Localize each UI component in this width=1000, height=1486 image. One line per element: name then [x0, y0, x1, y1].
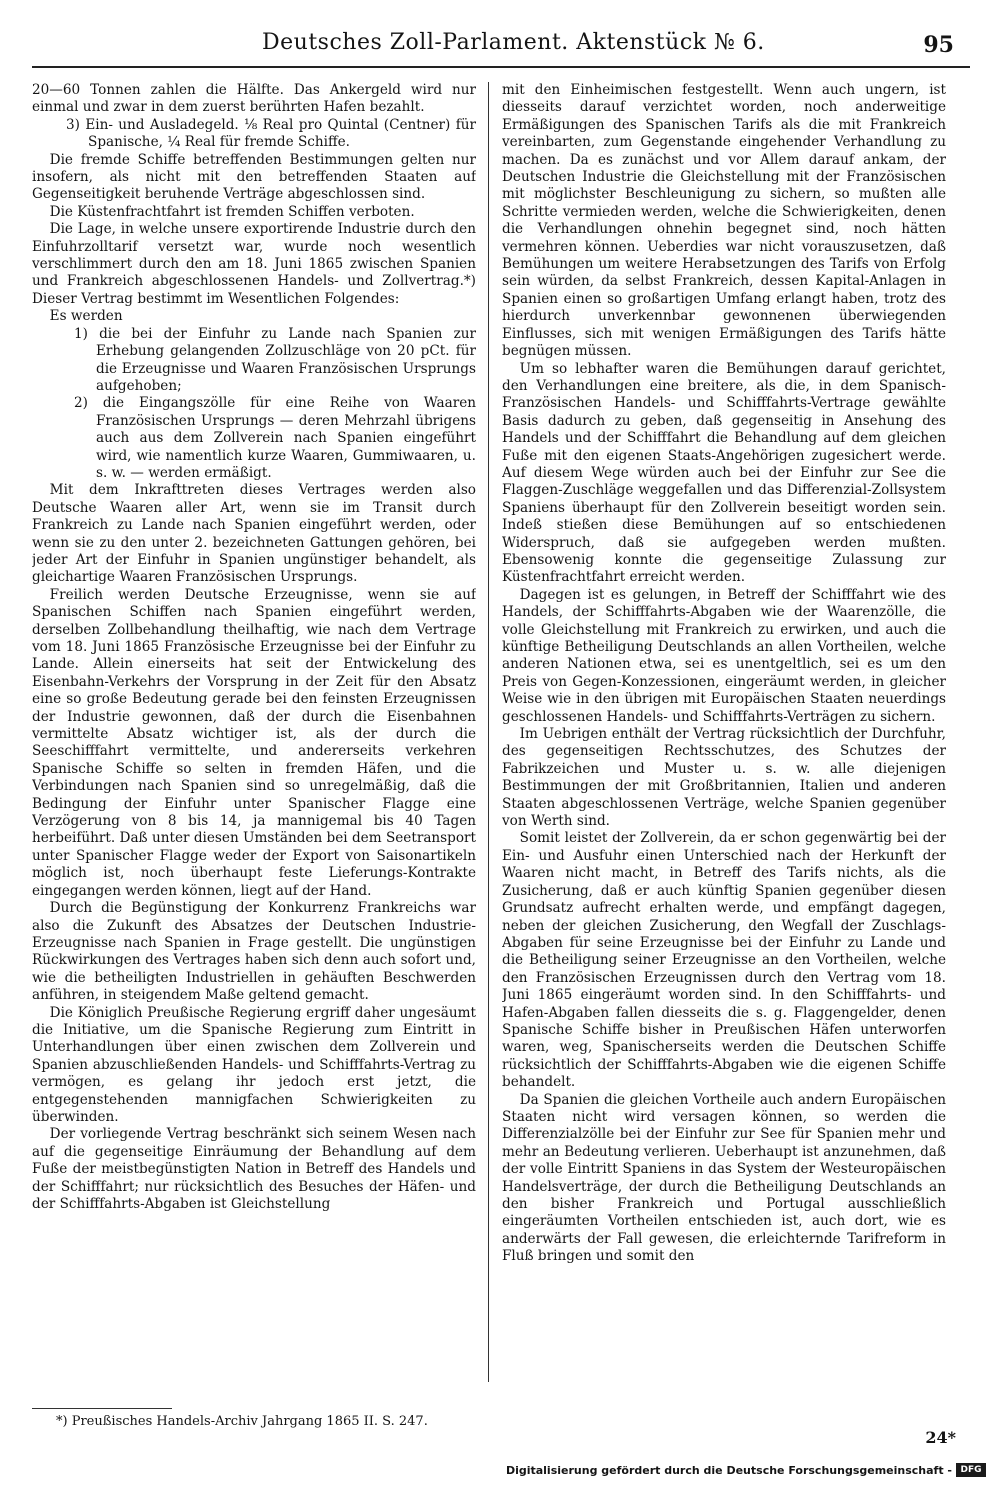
paragraph: Im Uebrigen enthält der Vertrag rücksichtlich der Durchfuhr, des gegenseitigen Rechtsschutzes, des Schutzes der Fabrikzeichen und Muster u. s. w. alle diejenigen Bestimmungen der mit Großbritannien, Italien und anderen Staaten abgeschlossenen Verträge, welche Spanien gegenüber von Werth sind. — [502, 726, 946, 830]
signature-mark: 24* — [925, 1428, 956, 1447]
paragraph: Freilich werden Deutsche Erzeugnisse, wenn sie auf Spanischen Schiffen nach Spanien eingeführt werden, derselben Zollbehandlung theilhaftig, wie nach dem Vertrage vom 18. Juni 1865 Französische Erzeugnisse bei der Einfuhr zu Lande. Allein einerseits hat seit der Entwickelung des Eisenbahn-Verkehrs der Vorsprung in der Zeit für den Absatz eine so große Bedeutung gerade bei den feinsten Erzeugnissen der Industrie gewonnen, daß der durch die Eisenbahnen vermittelte Absatz wichtiger ist, als der durch die Seeschifffahrt vermittelte, und andererseits verkehren Spanische Schiffe so selten in fremden Häfen, und die Verbindungen nach Spanien sind so unregelmäßig, daß die Bedingung der Einfuhr unter Spanischer Flagge eine Verzögerung von 8 bis 14, ja mannigemal bis 40 Tagen herbeiführt. Daß unter diesen Umständen bei dem Seetransport unter Spanischer Flagge weder der Export von Saisonartikeln möglich ist, noch überhaupt feste Lieferungs-Kontrakte eingegangen werden können, liegt auf der Hand. — [32, 586, 476, 899]
digitization-credit: Digitalisierung gefördert durch die Deutsche Forschungsgemeinschaft - — [505, 1464, 952, 1477]
column-divider — [488, 82, 489, 1382]
header-rule — [32, 66, 970, 68]
paragraph: Es werden — [49, 308, 123, 325]
footnote: *) Preußisches Handels-Archiv Jahrgang 1865 II. S. 247. — [56, 1414, 428, 1429]
list-item: 3) Ein- und Ausladegeld. ⅛ Real pro Quintal (Centner) für Spanische, ¼ Real für fremde Schiffe. — [66, 116, 476, 151]
paragraph: 20—60 Tonnen zahlen die Hälfte. Das Ankergeld wird nur einmal und zwar in dem zuerst berührten Hafen bezahlt. — [32, 82, 476, 116]
right-column — [502, 82, 946, 1412]
footnote-rule — [32, 1408, 172, 1409]
dfg-logo: DFG — [956, 1463, 986, 1477]
list-item: 1) die bei der Einfuhr zu Lande nach Spanien zur Erhebung gelangenden Zollzuschläge von 20 pCt. für die Erzeugnisse und Waaren Französischen Ursprungs aufgehoben; — [74, 325, 476, 394]
paragraph: Die Küstenfrachtfahrt ist fremden Schiffen verboten. — [49, 203, 415, 220]
paragraph: Um so lebhafter waren die Bemühungen darauf gerichtet, den Verhandlungen eine breitere, als die, in dem Spanisch-Französischen Handels- und Schifffahrts-Vertrage gewählte Basis dadurch zu geben, daß gegenseitig in Ansehung des Handels und der Schifffahrt die Behandlung auf dem gleichen Fuße mit den eigenen Staats-Angehörigen zugesichert werde. Auf diesem Wege würden auch bei der Einfuhr zur See die Flaggen-Zuschläge weggefallen und das Differenzial-Zollsystem Spaniens überhaupt für den Zollverein beseitigt worden sein. Indeß stießen diese Bemühungen auf so entschiedenen Widerspruch, daß sie aufgegeben werden mußten. Ebensowenig konnte die gegenseitige Zulassung zur Küstenfrachtfahrt erreicht werden. — [502, 360, 946, 586]
paragraph: Mit dem Inkrafttreten dieses Vertrages werden also Deutsche Waaren aller Art, wenn sie im Transit durch Frankreich zu Lande nach Spanien eingeführt werden, oder wenn sie zu den unter 2. bezeichneten Gattungen gehören, bei jeder Art der Einfuhr in Spanien ungünstiger behandelt, als gleichartige Waaren Französischen Ursprungs. — [32, 482, 476, 586]
paragraph: Durch die Begünstigung der Konkurrenz Frankreichs war also die Zukunft des Absatzes der Deutschen Industrie-Erzeugnisse nach Spanien in Frage gestellt. Die ungünstigen Rückwirkungen des Vertrages haben sich denn auch sofort und, wie die betheiligten Industriellen in gehäuften Beschwerden anführen, in steigendem Maße geltend gemacht. — [32, 900, 476, 1004]
paragraph: mit den Einheimischen festgestellt. Wenn auch ungern, ist diesseits darauf verzichtet worden, noch anderweitige Ermäßigungen des Spanischen Tarifs als die mit Frankreich vereinbarten, zum Gegenstande eingehender Verhandlung zu machen. Da es zunächst und vor Allem darauf ankam, der Deutschen Industrie die Gleichstellung mit der Französischen mit möglichster Beschleunigung zu sichern, so mußten alle Schritte vermieden werden, welche die Schwierigkeiten, denen die Verhandlungen ohnehin begegnet sind, noch hätten vermehren können. Ueberdies war nicht vorauszusetzen, daß Bemühungen um weitere Herabsetzungen des Tarifs von Erfolg sein würden, da selbst Frankreich, dessen Kapital-Anlagen in Spanien einen so großartigen Umfang erlangt haben, trotz des hierdurch unverkennbar gewonnenen überwiegenden Einflusses, sich mit wenigen Ermäßigungen des Tarifs hätte begnügen müssen. — [502, 82, 946, 360]
running-head — [0, 24, 1000, 64]
paragraph: Die Königlich Preußische Regierung ergriff daher ungesäumt die Initiative, um die Spanische Regierung zum Eintritt in Unterhandlungen über einen zwischen dem Zollverein und Spanien abzuschließenden Handels- und Schifffahrts-Vertrag zu vermögen, es gelang ihr jedoch erst jetzt, die entgegenstehenden mannigfachen Schwierigkeiten zu überwinden. — [32, 1004, 476, 1125]
paragraph: Der vorliegende Vertrag beschränkt sich seinem Wesen nach auf die gegenseitige Einräumung der Behandlung auf dem Fuße der meistbegünstigten Nation in Betreff des Handels und der Schifffahrt; nur rücksichtlich des Besuches der Häfen- und der Schifffahrts-Abgaben ist Gleichstellung — [32, 1126, 476, 1212]
paragraph: Da Spanien die gleichen Vortheile auch andern Europäischen Staaten nicht wird versagen können, so werden die Differenzialzölle bei der Einfuhr zur See für Spanien mehr und mehr an Bedeutung verlieren. Ueberhaupt ist anzunehmen, daß der volle Eintritt Spaniens in das System der Westeuropäischen Handelsverträge, der durch die Betheiligung Deutschlands an den bisher Frankreich und Portugal ausschließlich eingeräumten Vortheilen entschieden ist, auch dort, wie es anderwärts der Fall gewesen, die erleichternde Tarifreform in Fluß bringen und somit den — [502, 1091, 946, 1265]
left-column — [32, 82, 476, 1394]
page-number: 95 — [923, 32, 954, 58]
paragraph: Somit leistet der Zollverein, da er schon gegenwärtig bei der Ein- und Ausfuhr einen Unterschied nach der Herkunft der Waaren nicht macht, in Betreff des Tarifs nichts, als die Zusicherung, daß er auch künftig Spanien gegenüber diesen Grundsatz aufrecht erhalten werde, und empfängt dagegen, neben der gleichen Zusicherung, den Wegfall der Zuschlags-Abgaben für seine Erzeugnisse bei der Einfuhr zu Lande und die Betheiligung seiner Erzeugnisse an den Vortheilen, welche den Französischen Erzeugnissen durch den Vertrag vom 18. Juni 1865 eingeräumt worden sind. In den Schifffahrts- und Hafen-Abgaben fallen diesseits die s. g. Flaggengelder, denen Spanische Schiffe bisher in Preußischen Häfen unterworfen waren, weg, Spanischerseits werden die Deutschen Schiffe rücksichtlich der Schifffahrts-Abgaben wie die eigenen Schiffe behandelt. — [502, 830, 946, 1091]
paragraph: Die fremde Schiffe betreffenden Bestimmungen gelten nur insofern, als nicht mit den betreffenden Staaten auf Gegenseitigkeit beruhende Verträge abgeschlossen sind. — [32, 151, 476, 203]
list-item: 2) die Eingangszölle für eine Reihe von Waaren Französischen Ursprungs — deren Mehrzahl übrigens auch aus dem Zollverein nach Spanien eingeführt wird, wie namentlich kurze Waaren, Gummiwaaren, u. s. w. — werden ermäßigt. — [74, 395, 476, 481]
paragraph: Dagegen ist es gelungen, in Betreff der Schifffahrt wie des Handels, der Schifffahrts-Abgaben wie der Waarenzölle, die volle Gleichstellung mit Frankreich zu erwirken, und auch die künftige Betheiligung Deutschlands an allen Vortheilen, welche anderen Nationen etwa, sei es unentgeltlich, sei es um den Preis von Gegen-Konzessionen, eingeräumt werden, in gleicher Weise wie in den übrigen mit Europäischen Staaten neuerdings geschlossenen Handels- und Schifffahrts-Verträgen zu sichern. — [502, 586, 946, 725]
running-title: Deutsches Zoll-Parlament. Aktenstück № 6. — [262, 30, 765, 55]
paragraph: Die Lage, in welche unsere exportirende Industrie durch den Einfuhrzolltarif versetzt war, wurde noch wesentlich verschlimmert durch den am 18. Juni 1865 zwischen Spanien und Frankreich abgeschlossenen Handels- und Zollvertrag.*) Dieser Vertrag bestimmt im Wesentlichen Folgendes: — [32, 221, 476, 307]
